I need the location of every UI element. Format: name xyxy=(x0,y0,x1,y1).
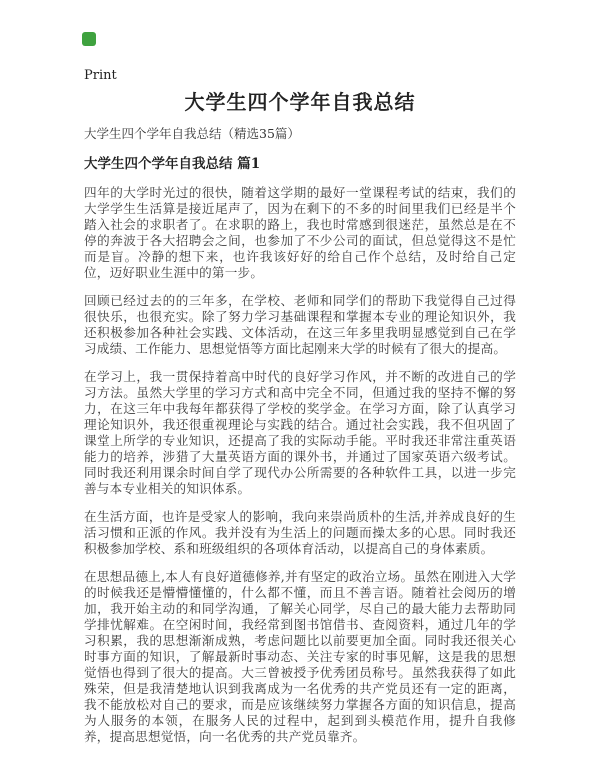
page-title: 大学生四个学年自我总结 xyxy=(184,90,416,114)
print-link[interactable]: Print xyxy=(84,68,117,83)
page-subtitle: 大学生四个学年自我总结（精选35篇） xyxy=(84,126,300,141)
article-paragraph: 回顾已经过去的的三年多，在学校、老师和同学们的帮助下我觉得自己过得很快乐，也很充实。除了努力学习基础课程和掌握本专业的理论知识外，我还积极参加各种社会实践、文体活动，在这三年多里我明显感觉到自己在学习成绩、工作能力、思想觉悟等方面比起刚来大学的时候有了很大的提高。 xyxy=(84,293,516,356)
article-paragraph: 四年的大学时光过的很快，随着这学期的最好一堂课程考试的结束，我们的大学学生生活算是接近尾声了，因为在剩下的不多的时间里我们已经是半个踏入社会的求职者了。在求职的路上，我也时常感到很迷茫，虽然总是在不停的奔波于各大招聘会之间，也参加了不少公司的面试，但总觉得这不是忙而是盲。冷静的想下来，也许我该好好的给自己作个总结，及时给自己定位，迈好职业生涯中的第一步。 xyxy=(84,185,516,280)
article-paragraph: 在思想品德上,本人有良好道德修养,并有坚定的政治立场。虽然在刚进入大学的时候我还是懵懵懂懂的，什么都不懂，而且不善言语。随着社会阅历的增加，我开始主动的和同学沟通，了解关心同学，尽自己的最大能力去帮助同学排忧解难。在空闲时间，我经常到图书馆借书、查阅资料，通过几年的学习积累，我的思想渐渐成熟，考虑问题比以前要更加全面。同时我还很关心时事方面的知识，了解最新时事动态、关注专家的时事见解，这是我的思想觉悟也得到了很大的提高。大三曾被授予优秀团员称号。虽然我获得了如此殊荣，但是我清楚地认识到我离成为一名优秀的共产党员还有一定的距离，我不能放松对自己的要求，而是应该继续努力掌握各方面的知识信息，提高为人服务的本领，在服务人民的过程中，起到到头模范作用，提升自我修养，提高思想觉悟，向一名优秀的共产党员靠齐。 xyxy=(84,569,516,744)
document-content xyxy=(84,0,516,745)
section-heading: 大学生四个学年自我总结 篇1 xyxy=(84,156,261,172)
article-paragraph: 在学习上，我一贯保持着高中时代的良好学习作风，并不断的改进自己的学习方法。虽然大学里的学习方式和高中完全不同，但通过我的坚持不懈的努力，在这三年中我每年都获得了学校的奖学金。在学习方面，除了认真学习理论知识外，我还很重视理论与实践的结合。通过社会实践，我不但巩固了课堂上所学的专业知识，还提高了我的实际动手能。平时我还非常注重英语能力的培养，涉猎了大量英语方面的课外书，并通过了国家英语六级考试。同时我还利用课余时间自学了现代办公所需要的各种软件工具，以进一步完善与本专业相关的知识体系。 xyxy=(84,369,516,496)
article-body xyxy=(84,185,516,745)
article-paragraph: 在生活方面，也许是受家人的影响，我向来崇尚质朴的生活,并养成良好的生活习惯和正派的作风。我并没有为生活上的问题而操太多的心思。同时我还积极参加学校、系和班级组织的各项体育活动，以提高自己的身体素质。 xyxy=(84,509,516,556)
